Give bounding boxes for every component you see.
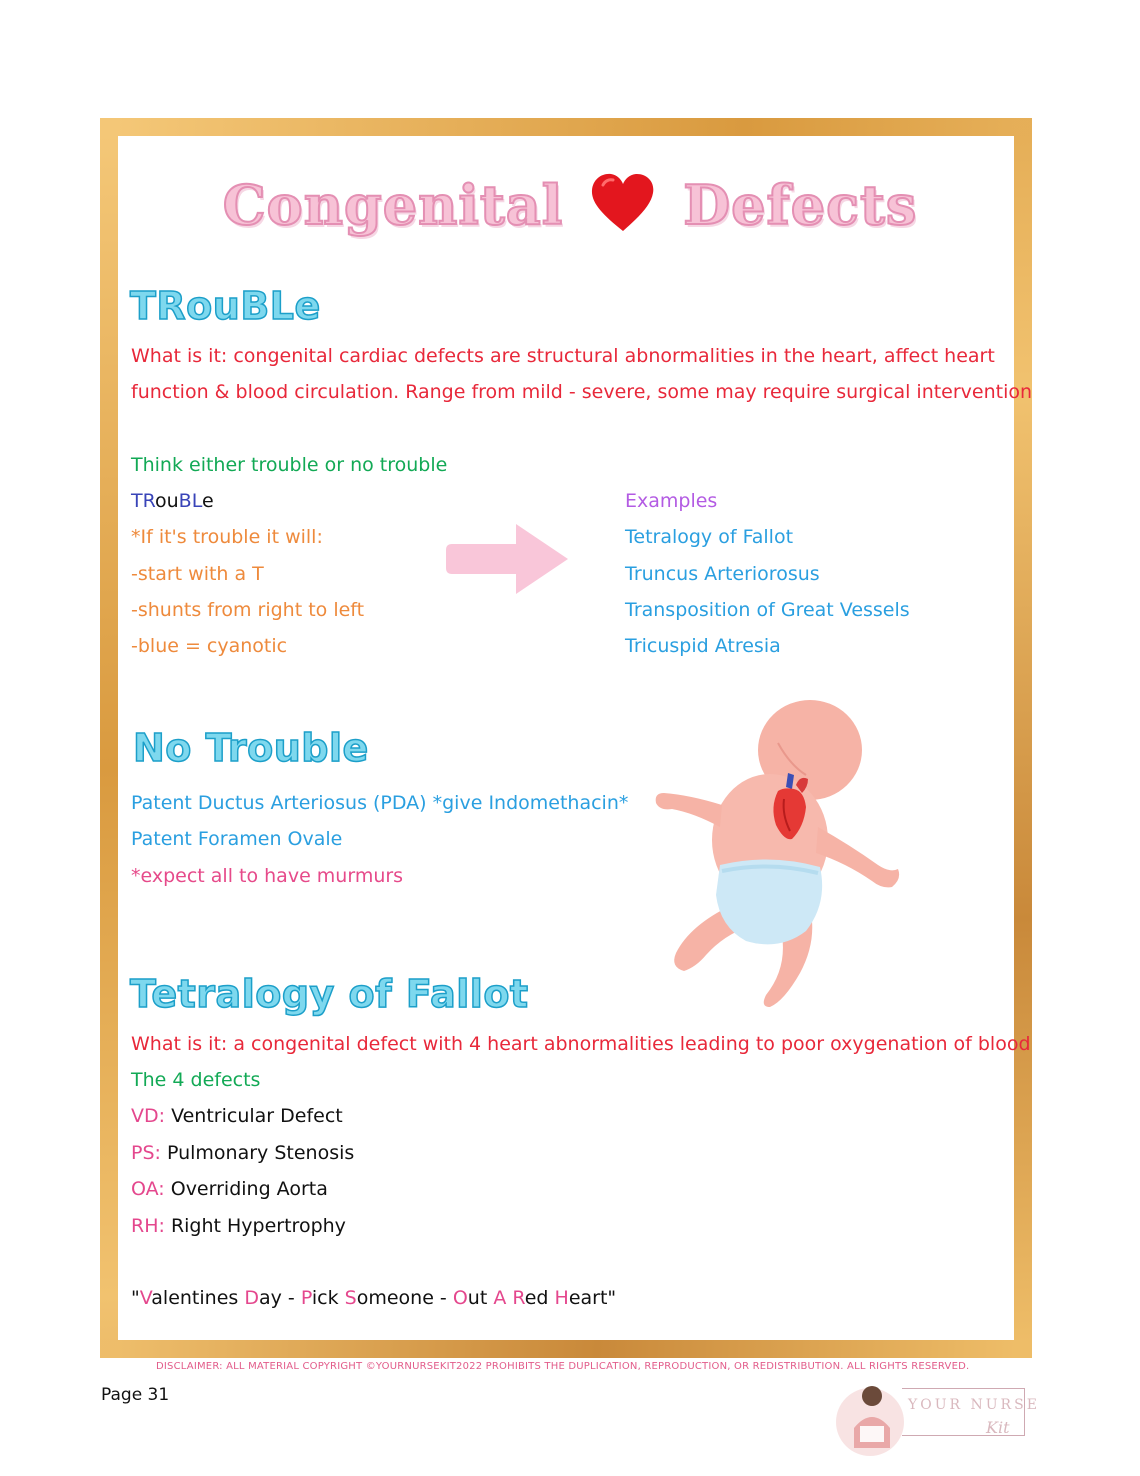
- mnemonic-letter: L: [191, 490, 202, 512]
- trouble-rule: -blue = cyanotic: [131, 635, 288, 657]
- defect-abbr: OA:: [131, 1178, 165, 1200]
- example-item: Truncus Arteriorosus: [625, 563, 820, 585]
- mnemonic-part: ick: [311, 1287, 345, 1309]
- mnemonic-part: eart": [568, 1287, 617, 1309]
- mnemonic-part: A: [493, 1287, 507, 1309]
- brand-logo-text: YOUR NURSE: [908, 1397, 1040, 1413]
- examples-heading: Examples: [625, 490, 718, 512]
- baby-with-heart-illustration: [650, 695, 910, 1019]
- no-trouble-item: Patent Foramen Ovale: [131, 828, 343, 850]
- example-item: Tetralogy of Fallot: [625, 526, 794, 548]
- mnemonic-part: P: [300, 1287, 312, 1309]
- page-number: Page 31: [101, 1385, 170, 1405]
- title-left-word: Congenital: [222, 173, 564, 237]
- brand-logo-kit: Kit: [986, 1418, 1010, 1437]
- trouble-rule: -shunts from right to left: [131, 599, 365, 621]
- copyright-disclaimer: DISCLAIMER: ALL MATERIAL COPYRIGHT ©YOURNURSEKIT2022 PROHIBITS THE DUPLICATION, REPRODUCTION, OR REDISTRIBUTION. ALL RIGHTS RESERVED.: [156, 1361, 970, 1372]
- mnemonic-letter: e: [201, 490, 214, 512]
- defect-item: [131, 1177, 328, 1201]
- defect-abbr: PS:: [131, 1142, 161, 1164]
- defect-name: Overriding Aorta: [170, 1178, 328, 1200]
- mnemonic-part: ": [131, 1287, 140, 1309]
- example-item: Transposition of Great Vessels: [625, 599, 910, 621]
- defects-heading: The 4 defects: [131, 1069, 261, 1091]
- mnemonic-part: omeone -: [356, 1287, 453, 1309]
- mnemonic-part: alentines: [151, 1287, 245, 1309]
- defect-abbr: RH:: [131, 1215, 165, 1237]
- defect-abbr: VD:: [131, 1105, 166, 1127]
- think-line: Think either trouble or no trouble: [131, 454, 448, 476]
- mnemonic-part: V: [139, 1287, 152, 1309]
- tetralogy-mnemonic: [131, 1286, 616, 1310]
- mnemonic-letter: T: [131, 490, 143, 512]
- mnemonic-part: D: [244, 1287, 259, 1309]
- heart-icon: [589, 171, 657, 239]
- mnemonic-part: R: [512, 1287, 525, 1309]
- mnemonic-letter: R: [142, 490, 155, 512]
- defect-item: [131, 1141, 354, 1165]
- trouble-heading: TRouBLe: [130, 284, 321, 328]
- defect-name: Right Hypertrophy: [170, 1215, 346, 1237]
- defect-name: Ventricular Defect: [171, 1105, 343, 1127]
- trouble-definition-line2: function & blood circulation. Range from mild - severe, some may require surgical intervention: [131, 381, 1033, 403]
- mnemonic-letter: B: [178, 490, 192, 512]
- mnemonic-part: H: [554, 1287, 569, 1309]
- defect-item: [131, 1214, 346, 1238]
- mnemonic-letter: ou: [154, 490, 179, 512]
- right-arrow-icon: [444, 520, 572, 602]
- trouble-mnemonic: [131, 489, 214, 513]
- trouble-definition-line1: What is it: congenital cardiac defects are structural abnormalities in the heart, affect heart: [131, 345, 995, 367]
- page-title: [130, 160, 1010, 250]
- tetralogy-definition: What is it: a congenital defect with 4 heart abnormalities leading to poor oxygenation of blood: [131, 1033, 1031, 1055]
- title-right-word: Defects: [683, 173, 918, 237]
- trouble-rule: *If it's trouble it will:: [131, 526, 323, 548]
- no-trouble-item: Patent Ductus Arteriosus (PDA) *give Indomethacin*: [131, 792, 629, 814]
- defect-item: [131, 1104, 343, 1128]
- defect-name: Pulmonary Stenosis: [166, 1142, 355, 1164]
- mnemonic-part: S: [344, 1287, 357, 1309]
- brand-logo-image: [832, 1376, 908, 1464]
- trouble-rule: -start with a T: [131, 563, 264, 585]
- mnemonic-part: O: [452, 1287, 468, 1309]
- example-item: Tricuspid Atresia: [625, 635, 781, 657]
- murmur-note: *expect all to have murmurs: [131, 865, 404, 887]
- tetralogy-heading: Tetralogy of Fallot: [130, 972, 529, 1016]
- mnemonic-part: ay -: [258, 1287, 301, 1309]
- mnemonic-part: ut: [467, 1287, 494, 1309]
- mnemonic-part: ed: [524, 1287, 555, 1309]
- no-trouble-heading: No Trouble: [133, 726, 369, 770]
